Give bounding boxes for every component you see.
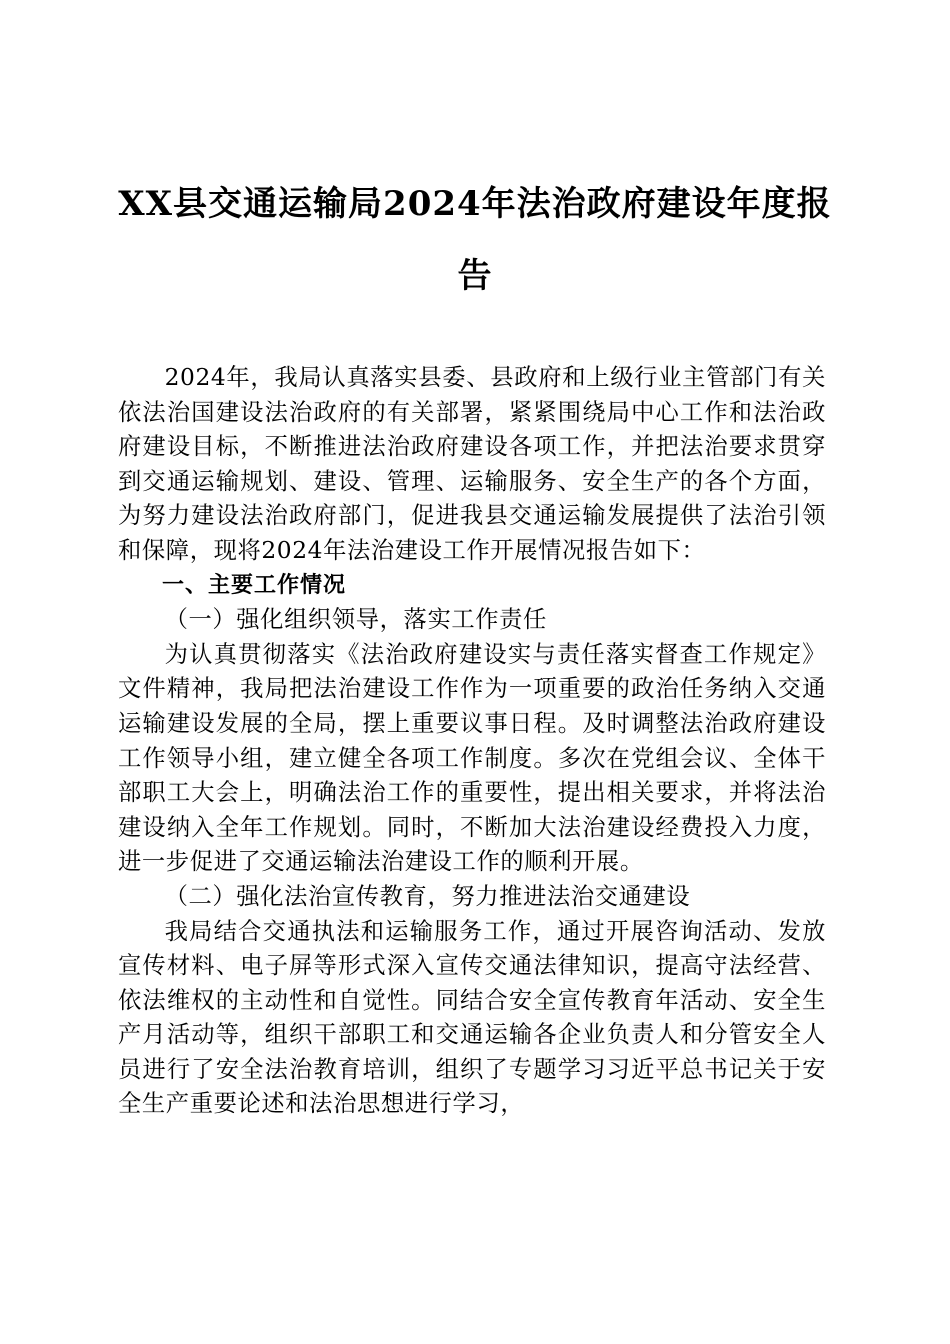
- subsection-heading-organization: （一）强化组织领导，落实工作责任: [164, 606, 547, 634]
- intro-paragraph: 2024年，我局认真落实县委、县政府和上级行业主管部门有关依法治国建设法治政府的有关部署，紧紧围绕局中心工作和法治政府建设目标，不断推进法治政府建设各项工作，并把法治要求贯穿到交通运输规划、建设、管理、运输服务、安全生产的各个方面，为努力建设法治政府部门，促进我县交通运输发展提供了法治引领和保障，现将2024年法治建设工作开展情况报告如下：: [118, 364, 826, 564]
- section-heading-main-work: 一、主要工作情况: [162, 572, 347, 598]
- document-title: XX县交通运输局2024年法治政府建设年度报告: [118, 184, 832, 296]
- subsection-paragraph-organization: 为认真贯彻落实《法治政府建设实与责任落实督查工作规定》文件精神，我局把法治建设工作作为一项重要的政治任务纳入交通运输建设发展的全局，摆上重要议事日程。及时调整法治政府建设工作领导小组，建立健全各项工作制度。多次在党组会议、全体干部职工大会上，明确法治工作的重要性，提出相关要求，并将法治建设纳入全年工作规划。同时，不断加大法治建设经费投入力度，进一步促进了交通运输法治建设工作的顺利开展。: [118, 640, 826, 876]
- subsection-heading-education: （二）强化法治宣传教育，努力推进法治交通建设: [164, 882, 691, 910]
- subsection-paragraph-education: 我局结合交通执法和运输服务工作，通过开展咨询活动、发放宣传材料、电子屏等形式深入宣传交通法律知识，提高守法经营、依法维权的主动性和自觉性。同结合安全宣传教育年活动、安全生产月活动等，组织干部职工和交通运输各企业负责人和分管安全人员进行了安全法治教育培训，组织了专题学习习近平总书记关于安全生产重要论述和法治思想进行学习，: [118, 917, 826, 1118]
- document-body: [118, 361, 826, 1122]
